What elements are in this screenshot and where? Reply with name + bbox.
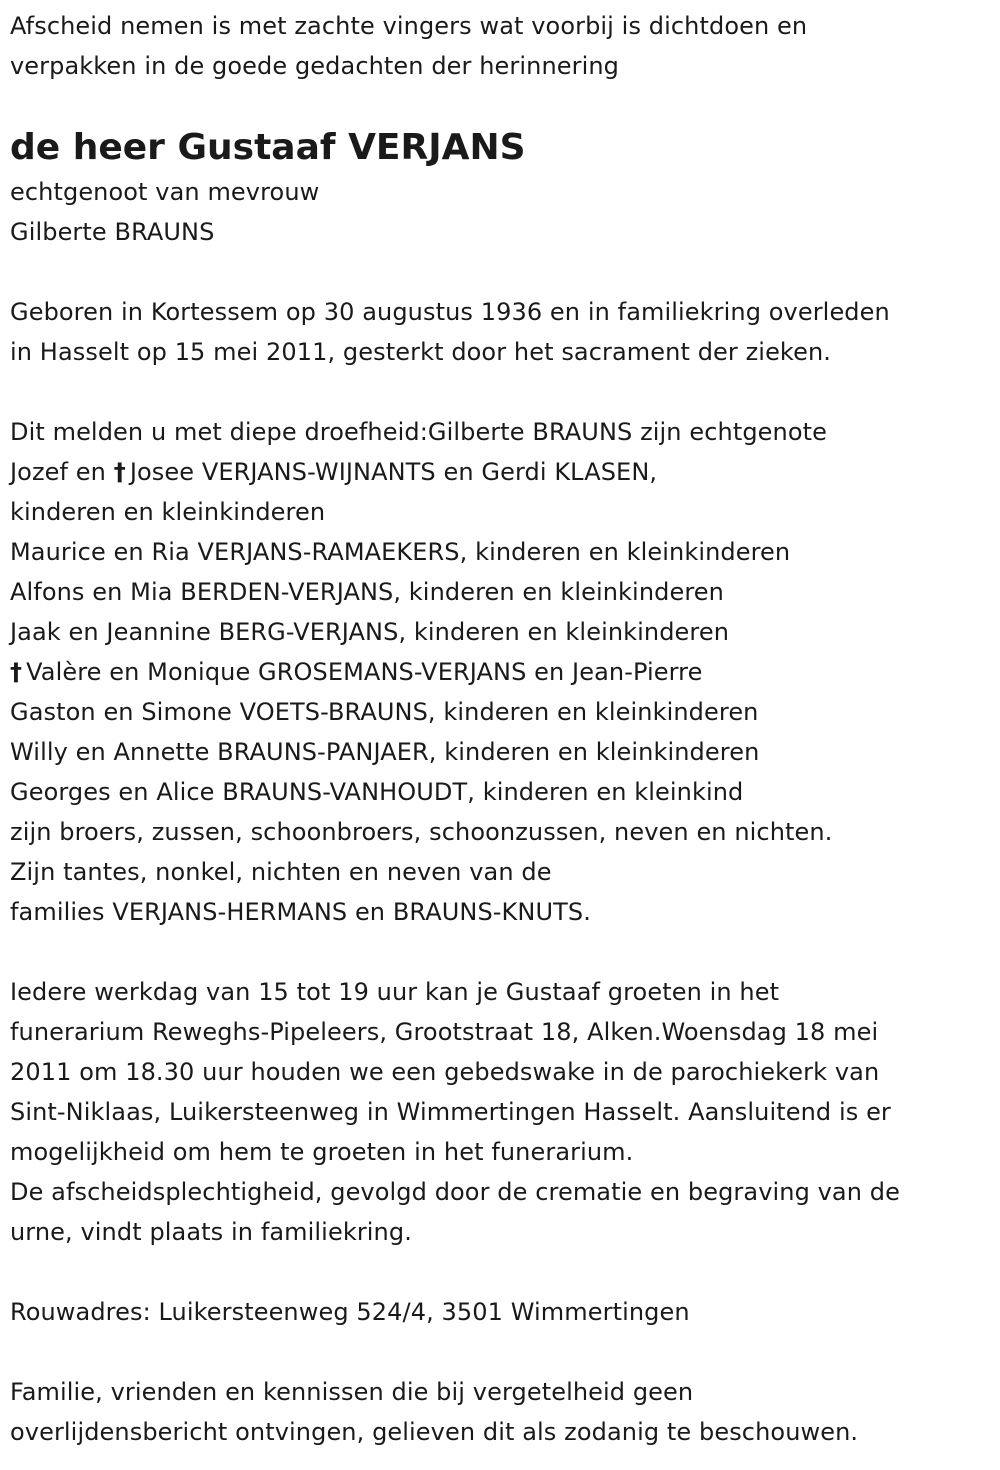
family-line: zijn broers, zussen, schoonbroers, schoonzussen, neven en nichten. — [10, 818, 833, 846]
family-line: Maurice en Ria VERJANS-RAMAEKERS, kinderen en kleinkinderen — [10, 538, 791, 566]
family-line — [10, 452, 990, 492]
visitation-line: funerarium Reweghs-Pipeleers, Grootstraat 18, Alken.Woensdag 18 mei — [10, 1018, 879, 1046]
obituary-notice — [10, 6, 990, 1452]
deceased-name: de heer Gustaaf VERJANS — [10, 127, 526, 168]
cross-icon: † — [10, 658, 23, 686]
family-line-text: Jozef en — [10, 458, 114, 486]
closing-line: Familie, vrienden en kennissen die bij vergetelheid geen — [10, 1378, 694, 1406]
visitation-line: urne, vindt plaats in familiekring. — [10, 1218, 412, 1246]
intro-quote — [10, 6, 990, 86]
family-line-text: Valère en Monique GROSEMANS-VERJANS en Jean-Pierre — [26, 658, 703, 686]
spacer — [10, 1252, 990, 1292]
family-line: Dit melden u met diepe droefheid:Gilberte BRAUNS zijn echtgenote — [10, 418, 827, 446]
family-line: Willy en Annette BRAUNS-PANJAER, kinderen en kleinkinderen — [10, 738, 760, 766]
closing-note — [10, 1372, 990, 1452]
spacer — [10, 1332, 990, 1372]
visitation-line: mogelijkheid om hem te groeten in het funerarium. — [10, 1138, 634, 1166]
cross-icon: † — [113, 458, 126, 486]
spacer — [10, 372, 990, 412]
family-announcement — [10, 412, 990, 932]
mourning-address: Rouwadres: Luikersteenweg 524/4, 3501 Wimmertingen — [10, 1298, 690, 1326]
intro-line: Afscheid nemen is met zachte vingers wat voorbij is dichtdoen en — [10, 12, 808, 40]
family-line: kinderen en kleinkinderen — [10, 498, 326, 526]
closing-line: overlijdensbericht ontvingen, gelieven dit als zodanig te beschouwen. — [10, 1418, 859, 1446]
visitation-line: 2011 om 18.30 uur houden we een gebedswake in de parochiekerk van — [10, 1058, 880, 1086]
birth-death-line: Geboren in Kortessem op 30 augustus 1936 en in familiekring overleden — [10, 298, 890, 326]
birth-death-line: in Hasselt op 15 mei 2011, gesterkt door het sacrament der zieken. — [10, 338, 831, 366]
family-line: Georges en Alice BRAUNS-VANHOUDT, kinderen en kleinkind — [10, 778, 744, 806]
visitation-line: Iedere werkdag van 15 tot 19 uur kan je Gustaaf groeten in het — [10, 978, 780, 1006]
visitation-line: Sint-Niklaas, Luikersteenweg in Wimmertingen Hasselt. Aansluitend is er — [10, 1098, 891, 1126]
family-line: Alfons en Mia BERDEN-VERJANS, kinderen en kleinkinderen — [10, 578, 724, 606]
spacer — [10, 932, 990, 972]
spouse-line: echtgenoot van mevrouw — [10, 178, 320, 206]
family-line: Zijn tantes, nonkel, nichten en neven van de — [10, 858, 552, 886]
family-line-text: Josee VERJANS-WIJNANTS en Gerdi KLASEN, — [129, 458, 658, 486]
spouse-info — [10, 172, 990, 252]
visitation-line: De afscheidsplechtigheid, gevolgd door de crematie en begraving van de — [10, 1178, 900, 1206]
birth-death-info — [10, 292, 990, 372]
family-line: Gaston en Simone VOETS-BRAUNS, kinderen en kleinkinderen — [10, 698, 759, 726]
family-line: Jaak en Jeannine BERG-VERJANS, kinderen en kleinkinderen — [10, 618, 730, 646]
family-line — [10, 652, 990, 692]
intro-line: verpakken in de goede gedachten der herinnering — [10, 52, 620, 80]
spacer — [10, 252, 990, 292]
spouse-line: Gilberte BRAUNS — [10, 218, 215, 246]
visitation-info — [10, 972, 990, 1252]
family-line: families VERJANS-HERMANS en BRAUNS-KNUTS. — [10, 898, 591, 926]
